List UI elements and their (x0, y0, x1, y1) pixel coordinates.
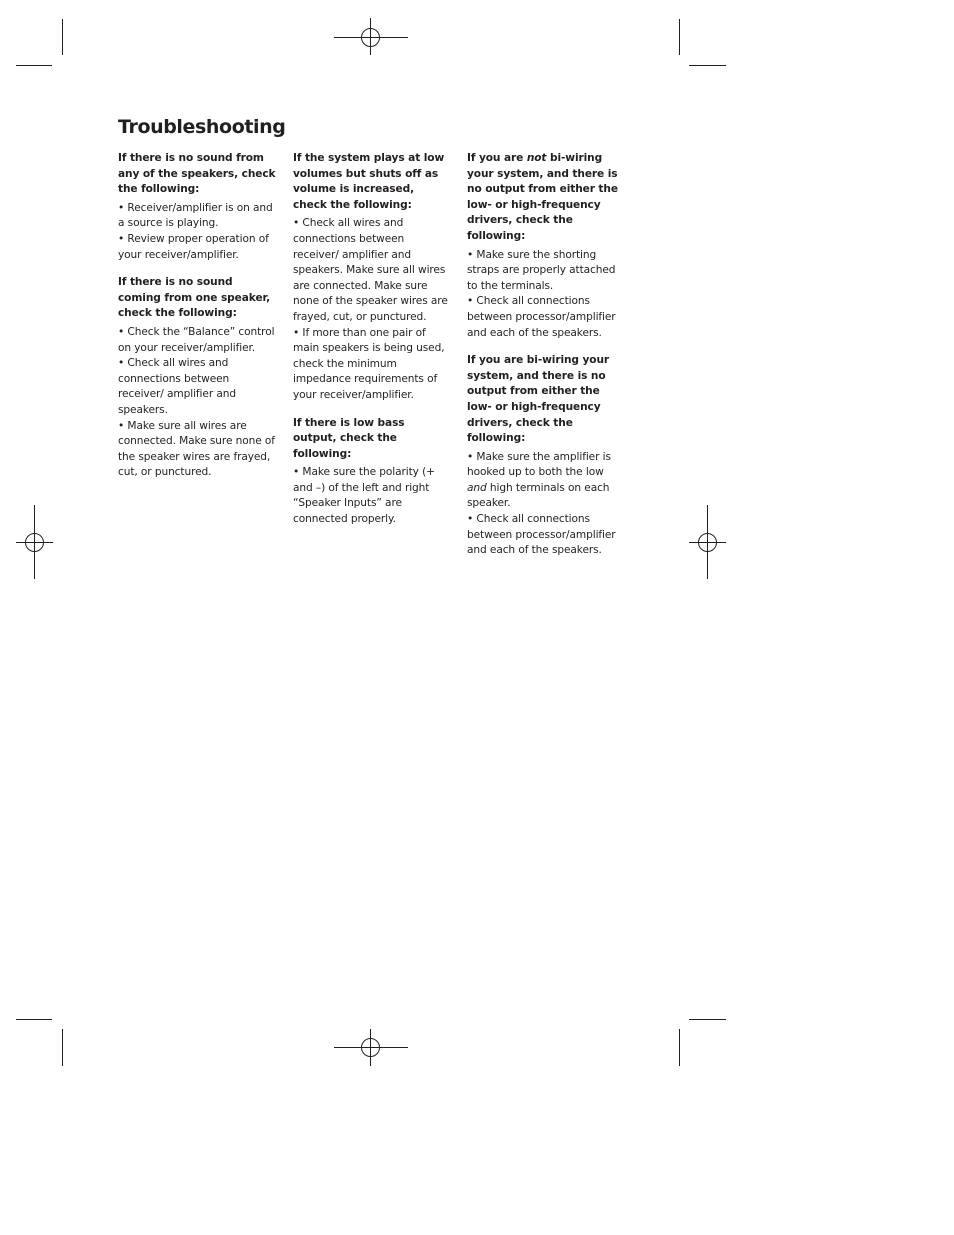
heading-emphasis: not (526, 152, 547, 164)
heading-text: If you are (467, 152, 527, 164)
list-item: • Check all connections between processor/amplifier and each of the speakers. (467, 295, 616, 339)
crop-mark (62, 1029, 63, 1066)
crop-mark (689, 65, 726, 66)
list-item: • Check all connections between processor/amplifier and each of the speakers. (467, 513, 616, 557)
crop-mark (679, 1029, 680, 1066)
troubleshooting-section (118, 275, 276, 481)
list-item: • Make sure the polarity (+ and –) of the left and right “Speaker Inputs” are connected properly. (293, 466, 435, 526)
column-3 (467, 151, 625, 571)
list-item: • Review proper operation of your receiver/amplifier. (118, 232, 269, 261)
item-text: high terminals on each speaker. (467, 481, 610, 510)
page-title: Troubleshooting (118, 116, 286, 138)
heading-text: bi-wiring your system, and there is no output from either the low- or high-frequency drivers, check the following: (467, 152, 618, 242)
item-emphasis: and (467, 481, 487, 494)
section-heading: If you are bi-wiring your system, and there is no output from either the low- or high-frequency drivers, check the following: (467, 354, 610, 445)
crop-mark (689, 1019, 726, 1020)
list-item: • Check the “Balance” control on your receiver/amplifier. (118, 325, 275, 354)
crop-mark (62, 19, 63, 55)
troubleshooting-section (467, 151, 625, 341)
item-text: • Make sure the amplifier is hooked up to both the low (467, 450, 611, 479)
list-item: • Make sure all wires are connected. Make sure none of the speaker wires are frayed, cut, or punctured. (118, 419, 275, 479)
section-heading: If the system plays at low volumes but shuts off as volume is increased, check the following: (293, 152, 445, 211)
crop-mark (16, 65, 52, 66)
list-item: • If more than one pair of main speakers is being used, check the minimum impedance requirements of your receiver/amplifier. (293, 326, 445, 401)
crop-mark (16, 1019, 52, 1020)
list-item: • Make sure the shorting straps are properly attached to the terminals. (467, 248, 616, 292)
list-item: • Check all wires and connections between receiver/ amplifier and speakers. (118, 357, 236, 416)
troubleshooting-section (293, 151, 451, 404)
list-item (467, 450, 625, 512)
crop-mark (679, 19, 680, 55)
troubleshooting-section (467, 353, 625, 559)
section-heading: If there is low bass output, check the following: (293, 416, 405, 460)
troubleshooting-section (293, 416, 451, 528)
section-heading: If there is no sound from any of the speakers, check the following: (118, 152, 276, 196)
troubleshooting-section (118, 151, 276, 263)
list-item: • Receiver/amplifier is on and a source is playing. (118, 201, 273, 230)
column-2 (293, 151, 451, 540)
section-heading (467, 151, 625, 245)
section-heading: If there is no sound coming from one speaker, check the following: (118, 276, 271, 320)
column-1 (118, 151, 276, 493)
list-item: • Check all wires and connections between receiver/ amplifier and speakers. Make sure all wires are connected. Make sure none of the speaker wires are frayed, cut, or punctured. (293, 217, 448, 323)
